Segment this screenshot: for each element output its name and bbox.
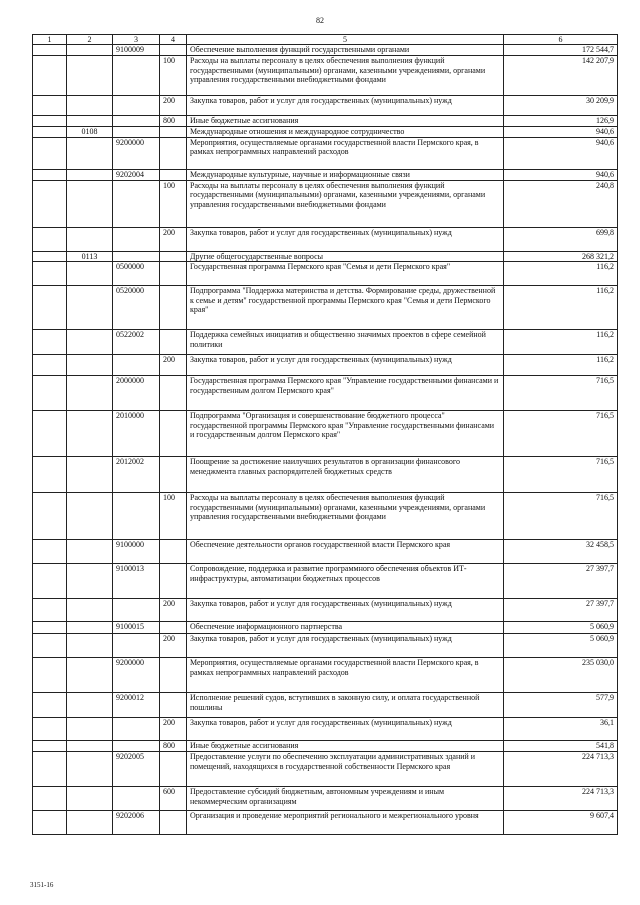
row-expense-type <box>160 540 187 564</box>
row-target-code: 9200012 <box>113 693 160 718</box>
table-row <box>33 741 618 752</box>
row-target-code <box>113 718 160 741</box>
row-expense-type: 100 <box>160 493 187 540</box>
row-amount: 235 030,0 <box>504 658 618 693</box>
budget-table <box>32 34 618 835</box>
table-row <box>33 787 618 811</box>
row-section-code <box>67 718 113 741</box>
row-section-code <box>67 787 113 811</box>
row-section-code <box>67 180 113 227</box>
row-col-1 <box>33 457 67 493</box>
row-target-code: 0520000 <box>113 286 160 330</box>
row-amount: 940,6 <box>504 169 618 180</box>
row-col-1 <box>33 330 67 355</box>
row-section-code <box>67 45 113 56</box>
row-description: Подпрограмма "Поддержка материнства и детства. Формирование среды, дружественной к семье и детям" государственной программы Пермского края "Семья и дети Пермского края" <box>187 286 504 330</box>
table-row <box>33 634 618 658</box>
row-target-code: 2000000 <box>113 376 160 411</box>
row-amount: 940,6 <box>504 137 618 169</box>
row-expense-type: 200 <box>160 718 187 741</box>
row-target-code <box>113 741 160 752</box>
row-amount: 224 713,3 <box>504 787 618 811</box>
row-expense-type <box>160 693 187 718</box>
row-description: Закупка товаров, работ и услуг для государственных (муниципальных) нужд <box>187 718 504 741</box>
row-description: Закупка товаров, работ и услуг для государственных (муниципальных) нужд <box>187 227 504 251</box>
table-row <box>33 137 618 169</box>
row-expense-type <box>160 457 187 493</box>
row-col-1 <box>33 169 67 180</box>
row-expense-type: 800 <box>160 116 187 127</box>
row-section-code <box>67 752 113 787</box>
row-col-1 <box>33 137 67 169</box>
row-col-1 <box>33 286 67 330</box>
row-amount: 224 713,3 <box>504 752 618 787</box>
row-expense-type: 200 <box>160 599 187 622</box>
col-header-6: 6 <box>504 35 618 45</box>
row-section-code <box>67 540 113 564</box>
row-target-code <box>113 787 160 811</box>
row-expense-type: 800 <box>160 741 187 752</box>
row-target-code <box>113 56 160 96</box>
table-row <box>33 180 618 227</box>
table-row <box>33 330 618 355</box>
row-description: Закупка товаров, работ и услуг для государственных (муниципальных) нужд <box>187 355 504 376</box>
row-description: Закупка товаров, работ и услуг для государственных (муниципальных) нужд <box>187 599 504 622</box>
row-section-code <box>67 658 113 693</box>
row-target-code: 9202004 <box>113 169 160 180</box>
row-amount: 5 060,9 <box>504 622 618 634</box>
table-row <box>33 355 618 376</box>
row-amount: 240,8 <box>504 180 618 227</box>
row-target-code: 2010000 <box>113 411 160 457</box>
row-expense-type: 200 <box>160 634 187 658</box>
table-row <box>33 622 618 634</box>
row-target-code <box>113 127 160 138</box>
row-col-1 <box>33 355 67 376</box>
row-col-1 <box>33 658 67 693</box>
row-expense-type: 100 <box>160 180 187 227</box>
row-col-1 <box>33 634 67 658</box>
row-description: Международные культурные, научные и информационные связи <box>187 169 504 180</box>
row-amount: 116,2 <box>504 330 618 355</box>
row-section-code <box>67 96 113 116</box>
document-code: 3151-16 <box>30 881 54 889</box>
row-description: Другие общегосударственные вопросы <box>187 251 504 262</box>
row-description: Подпрограмма "Организация и совершенствование бюджетного процесса" государственной программы Пермского края "Управление государственными финансами и государственным долгом Пермского края" <box>187 411 504 457</box>
table-row <box>33 251 618 262</box>
row-expense-type <box>160 811 187 835</box>
row-col-1 <box>33 787 67 811</box>
row-amount: 36,1 <box>504 718 618 741</box>
row-target-code <box>113 116 160 127</box>
row-expense-type <box>160 286 187 330</box>
row-section-code <box>67 634 113 658</box>
row-target-code: 9100000 <box>113 540 160 564</box>
row-expense-type: 600 <box>160 787 187 811</box>
row-description: Обеспечение информационного партнерства <box>187 622 504 634</box>
row-section-code <box>67 286 113 330</box>
row-expense-type: 200 <box>160 355 187 376</box>
row-col-1 <box>33 693 67 718</box>
row-amount: 5 060,9 <box>504 634 618 658</box>
row-section-code <box>67 599 113 622</box>
row-expense-type <box>160 752 187 787</box>
table-row <box>33 227 618 251</box>
row-description: Расходы на выплаты персоналу в целях обеспечения выполнения функций государственными (муниципальными) органами, казенными учреждениями, органами управления государственными внебюджетными фондами <box>187 180 504 227</box>
row-col-1 <box>33 116 67 127</box>
row-expense-type <box>160 622 187 634</box>
table-row <box>33 811 618 835</box>
row-col-1 <box>33 540 67 564</box>
row-section-code <box>67 564 113 599</box>
row-amount: 541,8 <box>504 741 618 752</box>
table-row <box>33 169 618 180</box>
row-target-code: 2012002 <box>113 457 160 493</box>
row-description: Организация и проведение мероприятий регионального и межрегионального уровня <box>187 811 504 835</box>
row-col-1 <box>33 45 67 56</box>
row-expense-type <box>160 45 187 56</box>
table-row <box>33 658 618 693</box>
row-target-code: 9100009 <box>113 45 160 56</box>
row-target-code: 0522002 <box>113 330 160 355</box>
row-expense-type <box>160 330 187 355</box>
row-col-1 <box>33 622 67 634</box>
table-row <box>33 540 618 564</box>
col-header-4: 4 <box>160 35 187 45</box>
row-target-code: 0500000 <box>113 262 160 286</box>
header-row <box>33 35 618 45</box>
row-description: Обеспечение деятельности органов государственной власти Пермского края <box>187 540 504 564</box>
row-section-code <box>67 811 113 835</box>
row-target-code <box>113 96 160 116</box>
col-header-2: 2 <box>67 35 113 45</box>
row-section-code <box>67 355 113 376</box>
row-amount: 27 397,7 <box>504 599 618 622</box>
row-target-code <box>113 355 160 376</box>
table-row <box>33 127 618 138</box>
row-description: Государственная программа Пермского края "Семья и дети Пермского края" <box>187 262 504 286</box>
table-row <box>33 45 618 56</box>
row-expense-type <box>160 169 187 180</box>
row-description: Предоставление субсидий бюджетным, автономным учреждениям и иным некоммерческим организациям <box>187 787 504 811</box>
table-row <box>33 262 618 286</box>
row-target-code: 9202006 <box>113 811 160 835</box>
row-amount: 116,2 <box>504 286 618 330</box>
row-col-1 <box>33 376 67 411</box>
row-description: Закупка товаров, работ и услуг для государственных (муниципальных) нужд <box>187 96 504 116</box>
col-header-3: 3 <box>113 35 160 45</box>
row-section-code <box>67 376 113 411</box>
row-col-1 <box>33 718 67 741</box>
table-row <box>33 718 618 741</box>
table-row <box>33 493 618 540</box>
row-expense-type <box>160 411 187 457</box>
table-row <box>33 752 618 787</box>
row-amount: 716,5 <box>504 376 618 411</box>
row-section-code <box>67 227 113 251</box>
row-expense-type <box>160 127 187 138</box>
table-row <box>33 116 618 127</box>
row-target-code <box>113 599 160 622</box>
row-target-code: 9100013 <box>113 564 160 599</box>
row-target-code: 9100015 <box>113 622 160 634</box>
row-col-1 <box>33 411 67 457</box>
row-section-code <box>67 411 113 457</box>
row-amount: 172 544,7 <box>504 45 618 56</box>
row-amount: 940,6 <box>504 127 618 138</box>
row-expense-type <box>160 137 187 169</box>
row-section-code: 0113 <box>67 251 113 262</box>
row-description: Предоставление услуги по обеспечению эксплуатации административных зданий и помещений, находящихся в государственной собственности Пермского края <box>187 752 504 787</box>
table-row <box>33 564 618 599</box>
row-expense-type <box>160 658 187 693</box>
row-description: Государственная программа Пермского края "Управление государственными финансами и государственным долгом Пермского края" <box>187 376 504 411</box>
row-col-1 <box>33 56 67 96</box>
row-section-code <box>67 330 113 355</box>
row-target-code <box>113 180 160 227</box>
row-description: Исполнение решений судов, вступивших в законную силу, и оплата государственной пошлины <box>187 693 504 718</box>
row-col-1 <box>33 251 67 262</box>
row-amount: 716,5 <box>504 411 618 457</box>
row-col-1 <box>33 262 67 286</box>
row-amount: 699,8 <box>504 227 618 251</box>
table-row <box>33 286 618 330</box>
row-description: Расходы на выплаты персоналу в целях обеспечения выполнения функций государственными (муниципальными) органами, казенными учреждениями, органами управления государственными внебюджетными фондами <box>187 493 504 540</box>
table-row <box>33 56 618 96</box>
row-section-code <box>67 622 113 634</box>
row-section-code <box>67 457 113 493</box>
row-col-1 <box>33 811 67 835</box>
col-header-1: 1 <box>33 35 67 45</box>
row-target-code <box>113 634 160 658</box>
table-row <box>33 457 618 493</box>
row-amount: 116,2 <box>504 262 618 286</box>
row-expense-type: 200 <box>160 96 187 116</box>
row-description: Иные бюджетные ассигнования <box>187 116 504 127</box>
row-amount: 142 207,9 <box>504 56 618 96</box>
row-description: Мероприятия, осуществляемые органами государственной власти Пермского края, в рамках непрограммных направлений расходов <box>187 137 504 169</box>
row-expense-type: 100 <box>160 56 187 96</box>
row-col-1 <box>33 96 67 116</box>
col-header-5: 5 <box>187 35 504 45</box>
row-description: Поддержка семейных инициатив и общественно значимых проектов в сфере семейной политики <box>187 330 504 355</box>
row-col-1 <box>33 127 67 138</box>
row-target-code: 9200000 <box>113 658 160 693</box>
row-col-1 <box>33 180 67 227</box>
row-amount: 32 458,5 <box>504 540 618 564</box>
row-description: Обеспечение выполнения функций государственными органами <box>187 45 504 56</box>
row-section-code: 0108 <box>67 127 113 138</box>
row-description: Международные отношения и международное сотрудничество <box>187 127 504 138</box>
row-col-1 <box>33 741 67 752</box>
row-amount: 716,5 <box>504 457 618 493</box>
row-expense-type <box>160 262 187 286</box>
row-amount: 716,5 <box>504 493 618 540</box>
row-expense-type: 200 <box>160 227 187 251</box>
row-section-code <box>67 493 113 540</box>
table-row <box>33 693 618 718</box>
table-row <box>33 376 618 411</box>
row-description: Иные бюджетные ассигнования <box>187 741 504 752</box>
row-col-1 <box>33 493 67 540</box>
table-row <box>33 96 618 116</box>
row-expense-type <box>160 376 187 411</box>
row-section-code <box>67 116 113 127</box>
row-target-code: 9200000 <box>113 137 160 169</box>
table-row <box>33 411 618 457</box>
row-section-code <box>67 169 113 180</box>
row-expense-type <box>160 251 187 262</box>
row-expense-type <box>160 564 187 599</box>
table-row <box>33 599 618 622</box>
row-target-code <box>113 227 160 251</box>
row-target-code <box>113 493 160 540</box>
row-col-1 <box>33 752 67 787</box>
row-target-code: 9202005 <box>113 752 160 787</box>
row-target-code <box>113 251 160 262</box>
row-description: Мероприятия, осуществляемые органами государственной власти Пермского края, в рамках непрограммных направлений расходов <box>187 658 504 693</box>
row-description: Расходы на выплаты персоналу в целях обеспечения выполнения функций государственными (муниципальными) органами, казенными учреждениями, органами управления государственными внебюджетными фондами <box>187 56 504 96</box>
row-amount: 126,9 <box>504 116 618 127</box>
row-col-1 <box>33 599 67 622</box>
row-amount: 577,9 <box>504 693 618 718</box>
row-col-1 <box>33 227 67 251</box>
table-body <box>33 45 618 835</box>
page-number: 82 <box>316 16 324 25</box>
row-section-code <box>67 262 113 286</box>
row-amount: 116,2 <box>504 355 618 376</box>
row-section-code <box>67 137 113 169</box>
row-description: Поощрение за достижение наилучших результатов в организации финансового менеджмента главных распорядителей бюджетных средств <box>187 457 504 493</box>
row-description: Сопровождение, поддержка и развитие программного обеспечения объектов ИТ-инфраструктуры, автоматизации бюджетных процессов <box>187 564 504 599</box>
row-col-1 <box>33 564 67 599</box>
row-description: Закупка товаров, работ и услуг для государственных (муниципальных) нужд <box>187 634 504 658</box>
row-amount: 27 397,7 <box>504 564 618 599</box>
row-section-code <box>67 693 113 718</box>
row-amount: 30 209,9 <box>504 96 618 116</box>
row-section-code <box>67 56 113 96</box>
row-amount: 9 607,4 <box>504 811 618 835</box>
row-amount: 268 321,2 <box>504 251 618 262</box>
row-section-code <box>67 741 113 752</box>
